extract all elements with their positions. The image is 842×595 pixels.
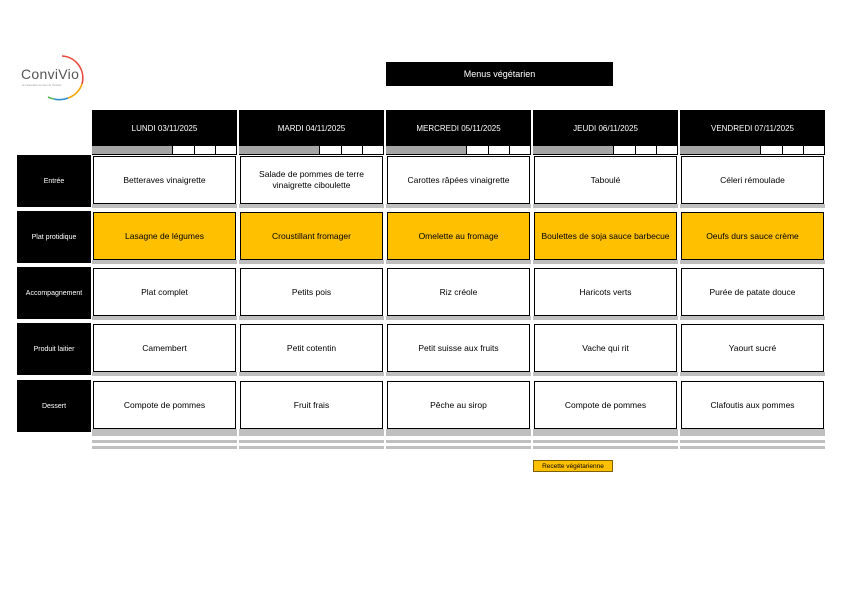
cell-underline bbox=[533, 316, 678, 320]
menu-cell: Pêche au sirop bbox=[387, 381, 530, 429]
row-label: Produit laitier bbox=[17, 323, 91, 375]
footer-bar bbox=[239, 440, 384, 443]
menu-cell: Riz créole bbox=[387, 268, 530, 316]
row-label: Dessert bbox=[17, 380, 91, 432]
cell-underline bbox=[239, 429, 384, 433]
footer-bar bbox=[239, 433, 384, 436]
cell-underline bbox=[92, 204, 237, 208]
menu-cell: Omelette au fromage bbox=[387, 212, 530, 260]
day-subheader-bar bbox=[533, 146, 678, 155]
menu-cell: Croustillant fromager bbox=[240, 212, 383, 260]
footer-bar bbox=[680, 440, 825, 443]
cell-underline bbox=[533, 429, 678, 433]
footer-bar bbox=[239, 446, 384, 449]
cell-underline bbox=[239, 260, 384, 264]
cell-underline bbox=[239, 204, 384, 208]
cell-underline bbox=[680, 260, 825, 264]
menu-cell: Camembert bbox=[93, 324, 236, 372]
footer-bar bbox=[680, 433, 825, 436]
menu-cell: Oeufs durs sauce crème bbox=[681, 212, 824, 260]
cell-underline bbox=[386, 204, 531, 208]
footer-bar bbox=[386, 440, 531, 443]
cell-underline bbox=[386, 260, 531, 264]
day-subheader-bar bbox=[386, 146, 531, 155]
cell-underline bbox=[680, 372, 825, 376]
cell-underline bbox=[239, 372, 384, 376]
legend-vegetarian-recipe: Recette végétarienne bbox=[533, 460, 613, 472]
cell-underline bbox=[533, 372, 678, 376]
convivio-logo bbox=[18, 50, 90, 102]
cell-underline bbox=[386, 429, 531, 433]
cell-underline bbox=[92, 372, 237, 376]
day-subheader-bar bbox=[680, 146, 825, 155]
footer-bar bbox=[533, 433, 678, 436]
day-header: VENDREDI 07/11/2025 bbox=[680, 110, 825, 146]
menu-cell: Taboulé bbox=[534, 156, 677, 204]
day-header: LUNDI 03/11/2025 bbox=[92, 110, 237, 146]
menu-cell: Salade de pommes de terre vinaigrette ciboulette bbox=[240, 156, 383, 204]
cell-underline bbox=[680, 316, 825, 320]
day-subheader-bar bbox=[239, 146, 384, 155]
menu-cell: Fruit frais bbox=[240, 381, 383, 429]
footer-bar bbox=[680, 446, 825, 449]
menu-cell: Betteraves vinaigrette bbox=[93, 156, 236, 204]
cell-underline bbox=[386, 316, 531, 320]
day-header: MERCREDI 05/11/2025 bbox=[386, 110, 531, 146]
menu-cell: Carottes râpées vinaigrette bbox=[387, 156, 530, 204]
footer-bar bbox=[533, 446, 678, 449]
cell-underline bbox=[386, 372, 531, 376]
footer-bar bbox=[92, 446, 237, 449]
day-subheader-bar bbox=[92, 146, 237, 155]
row-label: Entrée bbox=[17, 155, 91, 207]
day-header: MARDI 04/11/2025 bbox=[239, 110, 384, 146]
cell-underline bbox=[239, 316, 384, 320]
menu-cell: Boulettes de soja sauce barbecue bbox=[534, 212, 677, 260]
menu-cell: Compote de pommes bbox=[534, 381, 677, 429]
menu-cell: Clafoutis aux pommes bbox=[681, 381, 824, 429]
footer-bar bbox=[92, 433, 237, 436]
menu-cell: Yaourt sucré bbox=[681, 324, 824, 372]
footer-bar bbox=[92, 440, 237, 443]
day-header: JEUDI 06/11/2025 bbox=[533, 110, 678, 146]
menu-cell: Plat complet bbox=[93, 268, 236, 316]
footer-bar bbox=[386, 433, 531, 436]
cell-underline bbox=[533, 204, 678, 208]
row-label: Plat protidique bbox=[17, 211, 91, 263]
cell-underline bbox=[533, 260, 678, 264]
menu-cell: Petits pois bbox=[240, 268, 383, 316]
menu-cell: Céleri rémoulade bbox=[681, 156, 824, 204]
cell-underline bbox=[92, 260, 237, 264]
menu-cell: Haricots verts bbox=[534, 268, 677, 316]
menu-cell: Compote de pommes bbox=[93, 381, 236, 429]
logo-tagline: la restauration au cœur de l'humain bbox=[22, 84, 62, 87]
menu-cell: Petit cotentin bbox=[240, 324, 383, 372]
footer-bar bbox=[386, 446, 531, 449]
page-title: Menus végétarien bbox=[386, 62, 613, 86]
cell-underline bbox=[92, 429, 237, 433]
footer-bar bbox=[533, 440, 678, 443]
menu-cell: Petit suisse aux fruits bbox=[387, 324, 530, 372]
row-label: Accompagnement bbox=[17, 267, 91, 319]
menu-cell: Lasagne de légumes bbox=[93, 212, 236, 260]
cell-underline bbox=[680, 204, 825, 208]
menu-cell: Vache qui rit bbox=[534, 324, 677, 372]
cell-underline bbox=[680, 429, 825, 433]
logo-text: ConviVio bbox=[21, 66, 80, 82]
menu-cell: Purée de patate douce bbox=[681, 268, 824, 316]
cell-underline bbox=[92, 316, 237, 320]
